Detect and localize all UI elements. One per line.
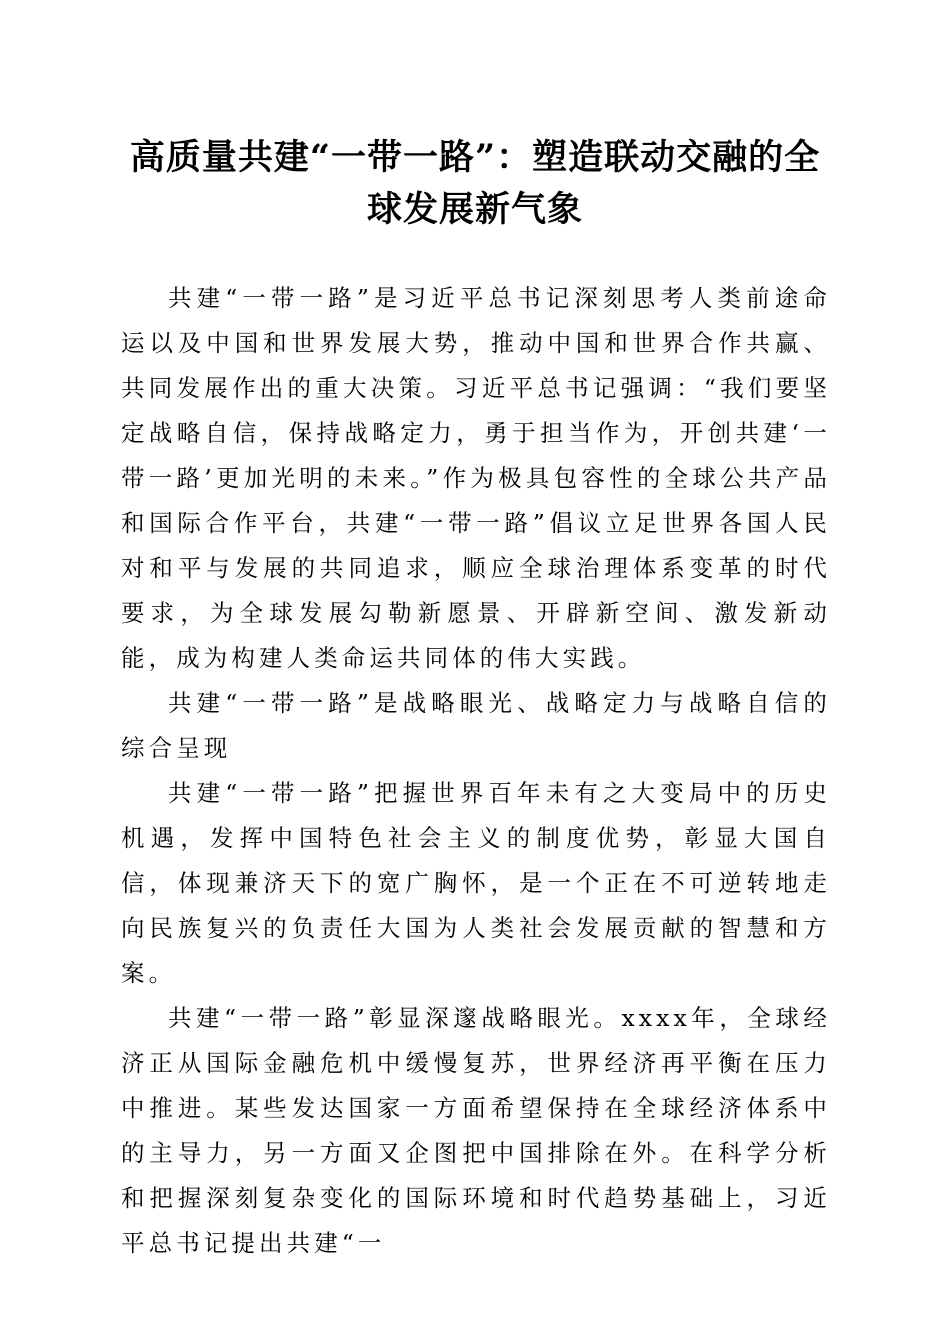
title-line-2: 球发展新气象: [366, 189, 583, 230]
title-line-1: 高质量共建“一带一路”：塑造联动交融的全: [129, 137, 821, 178]
document-title: [110, 132, 840, 236]
paragraph-intro: 共建“一带一路”是习近平总书记深刻思考人类前途命运以及中国和世界发展大势，推动中国和世界合作共赢、共同发展作出的重大决策。习近平总书记强调：“我们要坚定战略自信，保持战略定力，勇于担当作为，开创共建‘一带一路’更加光明的未来。”作为极具包容性的全球公共产品和国际合作平台，共建“一带一路”倡议立足世界各国人民对和平与发展的共同追求，顺应全球治理体系变革的时代要求，为全球发展勾勒新愿景、开辟新空间、激发新动能，成为构建人类命运共同体的伟大实践。: [121, 284, 831, 672]
paragraph-strategic-vision: 共建“一带一路”彰显深邃战略眼光。xxxx年，全球经济正从国际金融危机中缓慢复苏，世界经济再平衡在压力中推进。某些发达国家一方面希望保持在全球经济体系中的主导力，另一方面又企图把中国排除在外。在科学分析和把握深刻复杂变化的国际环境和时代趋势基础上，习近平总书记提出共建“一: [121, 1004, 831, 1257]
section-heading: 共建“一带一路”是战略眼光、战略定力与战略自信的综合呈现: [121, 689, 831, 762]
document-body: [121, 276, 831, 1266]
paragraph-overview: 共建“一带一路”把握世界百年未有之大变局中的历史机遇，发挥中国特色社会主义的制度优势，彰显大国自信，体现兼济天下的宽广胸怀，是一个正在不可逆转地走向民族复兴的负责任大国为人类社会发展贡献的智慧和方案。: [121, 779, 831, 987]
